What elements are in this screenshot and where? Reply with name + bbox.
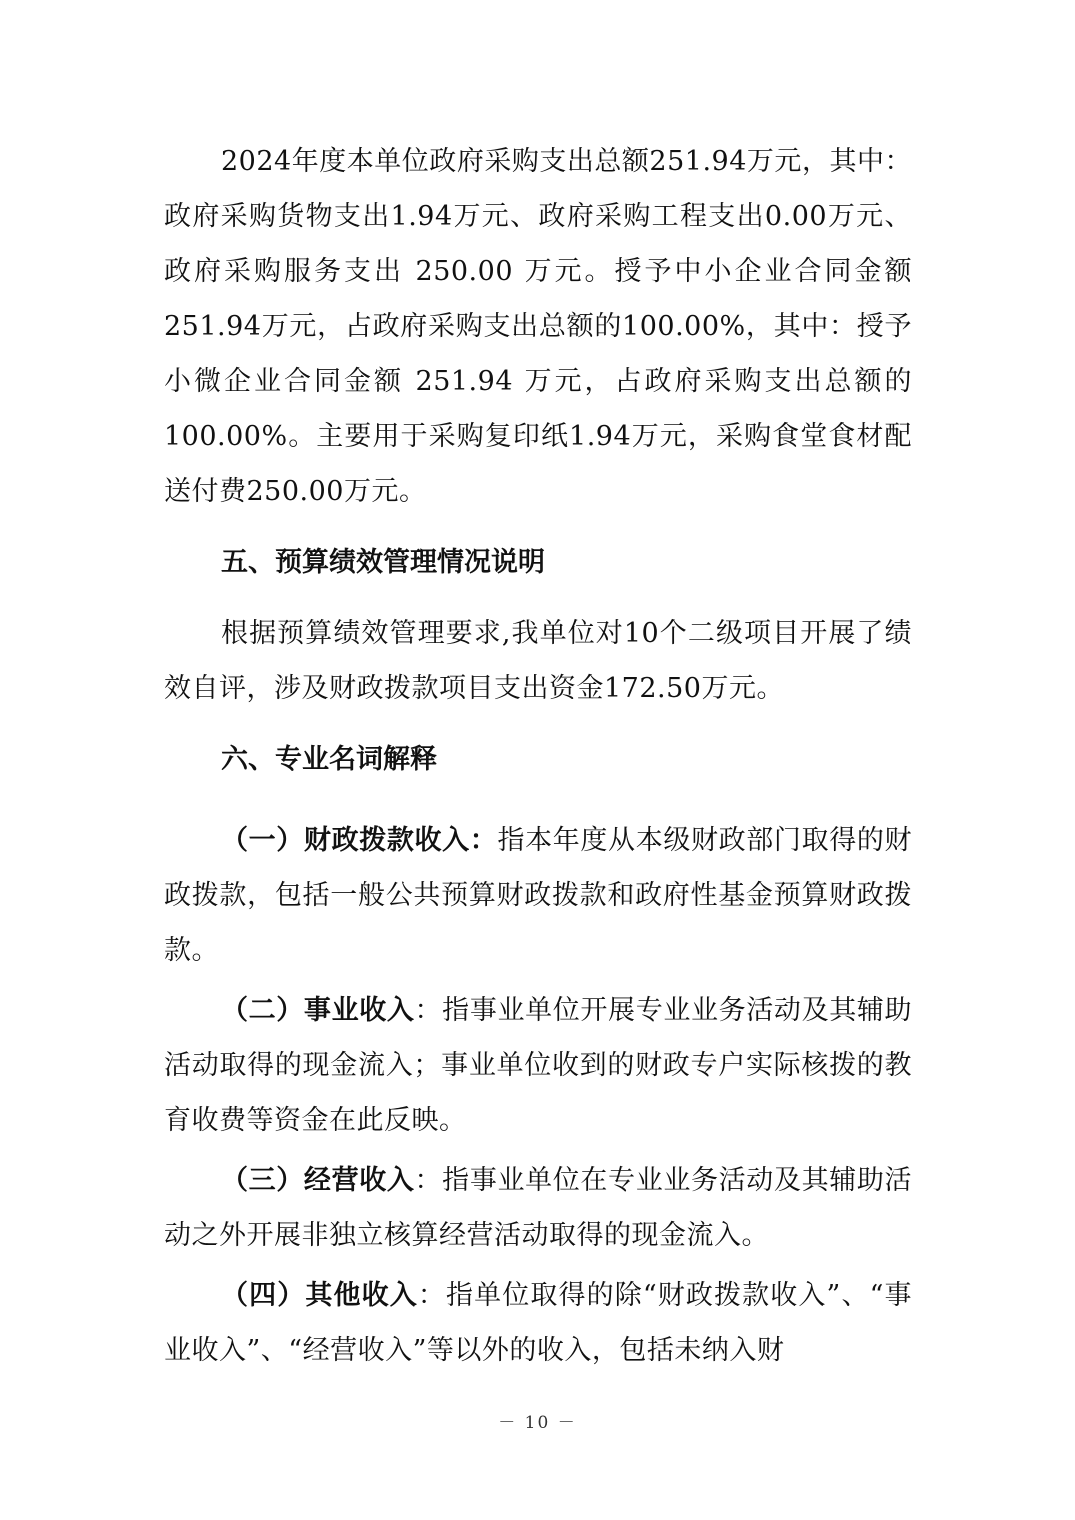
definition-text: ：指事业单位开展专业业务活动及其辅助活动取得的现金流入；事业单位收到的财政专户实际核拨的教育收费等资金在此反映。 xyxy=(164,995,913,1136)
page-content xyxy=(164,134,912,1383)
performance-paragraph: 根据预算绩效管理要求,我单位对10个二级项目开展了绩效自评，涉及财政拨款项目支出资金172.50万元。 xyxy=(164,618,912,704)
definition-item xyxy=(164,813,912,978)
definition-item xyxy=(164,1268,912,1378)
section-heading-performance: 五、预算绩效管理情况说明 xyxy=(221,547,545,578)
section-heading-terms: 六、专业名词解释 xyxy=(221,744,437,775)
definition-term: （四）其他收入 xyxy=(221,1280,418,1311)
definition-term: （二）事业收入 xyxy=(221,995,415,1026)
definition-term: （一）财政拨款收入： xyxy=(221,825,498,856)
definition-item xyxy=(164,983,912,1148)
page-number: － 10 － xyxy=(498,1413,577,1433)
definition-text: ：指单位取得的除“财政拨款收入”、“事业收入”、“经营收入”等以外的收入，包括未纳入财 xyxy=(164,1280,913,1366)
procurement-paragraph: 2024年度本单位政府采购支出总额251.94万元，其中：政府采购货物支出1.94万元、政府采购工程支出0.00万元、政府采购服务支出 250.00 万元。授予中小企业合同金额251.94万元，占政府采购支出总额的100.00%，其中：授予小微企业合同金额 251.94 万元，占政府采购支出总额的100.00%。主要用于采购复印纸1.94万元，采购食堂食材配送付费250.00万元。 xyxy=(164,146,912,507)
definition-item xyxy=(164,1153,912,1263)
definition-text: ：指事业单位在专业业务活动及其辅助活动之外开展非独立核算经营活动取得的现金流入。 xyxy=(164,1165,913,1251)
definition-term: （三）经营收入 xyxy=(221,1165,415,1196)
definition-text: 指本年度从本级财政部门取得的财政拨款，包括一般公共预算财政拨款和政府性基金预算财政拨款。 xyxy=(164,825,913,966)
